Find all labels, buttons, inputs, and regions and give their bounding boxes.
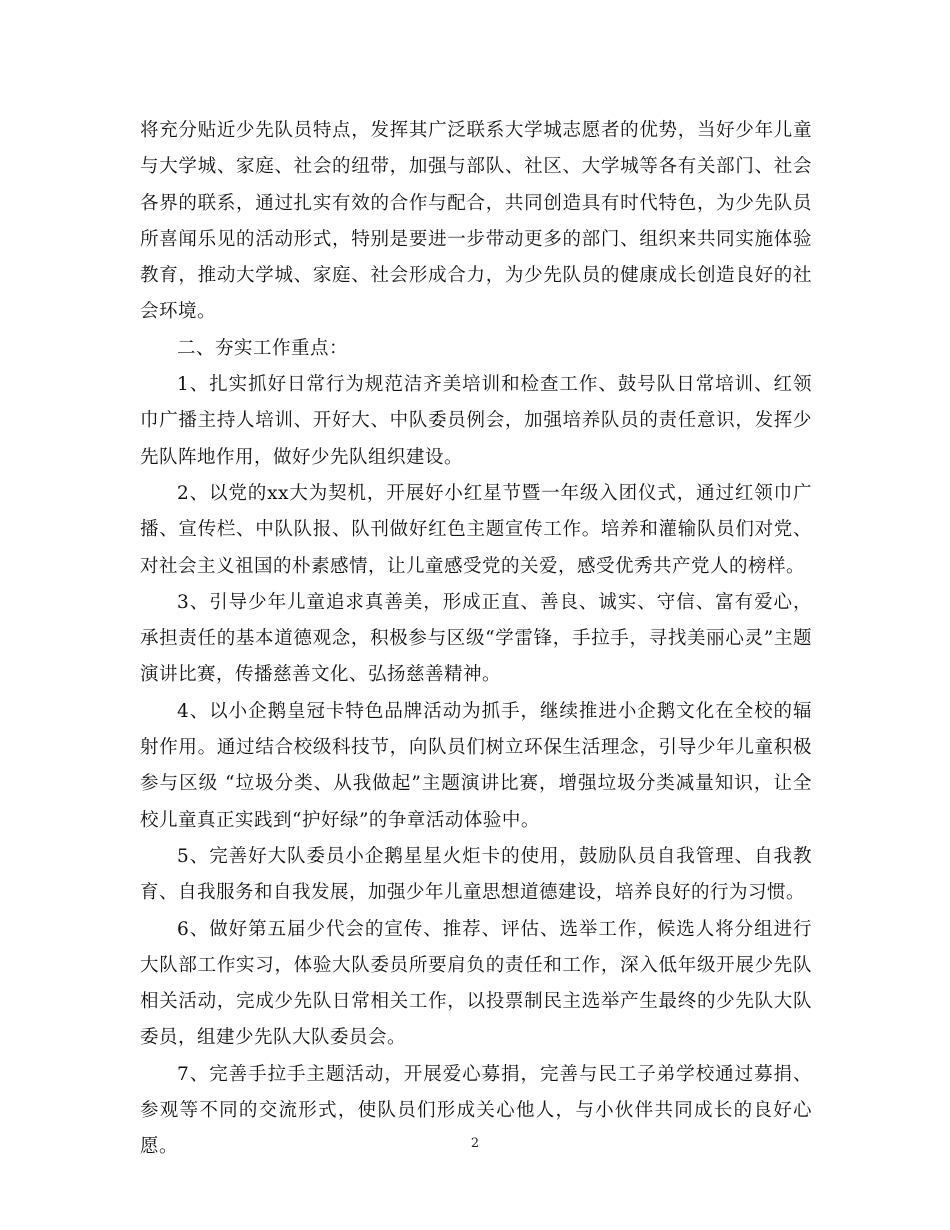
paragraph-item-1: 1、扎实抓好日常行为规范洁齐美培训和检查工作、鼓号队日常培训、红领巾广播主持人培训、开好大、中队委员例会，加强培养队员的责任意识，发挥少先队阵地作用，做好少先队组织建设。 [140, 374, 812, 468]
document-body [140, 113, 812, 1166]
paragraph-continuation: 将充分贴近少先队员特点，发挥其广泛联系大学城志愿者的优势，当好少年儿童与大学城、家庭、社会的纽带，加强与部队、社区、大学城等各有关部门、社会各界的联系，通过扎实有效的合作与配合，共同创造具有时代特色，为少先队员所喜闻乐见的活动形式，特别是要进一步带动更多的部门、组织来共同实施体验教育，推动大学城、家庭、社会形成合力，为少先队员的健康成长创造良好的社会环境。 [140, 120, 812, 323]
paragraph-item-2: 2、以党的xx大为契机，开展好小红星节暨一年级入团仪式，通过红领巾广播、宣传栏、中队队报、队刊做好红色主题宣传工作。培养和灌输队员们对党、对社会主义祖国的朴素感情，让儿童感受党的关爱，感受优秀共产党人的榜样。 [140, 482, 812, 577]
paragraph-item-7: 7、完善手拉手主题活动，开展爱心募捐，完善与民工子弟学校通过募捐、参观等不同的交流形式，使队员们形成关心他人，与小伙伴共同成长的良好心愿。 [140, 1063, 812, 1158]
section-heading-work-focus: 二、夯实工作重点： [177, 337, 349, 359]
paragraph-item-3: 3、引导少年儿童追求真善美，形成正直、善良、诚实、守信、富有爱心，承担责任的基本道德观念，积极参与区级“学雷锋，手拉手，寻找美丽心灵”主题演讲比赛，传播慈善文化、弘扬慈善精神。 [140, 591, 812, 686]
paragraph-item-5: 5、完善好大队委员小企鹅星星火炬卡的使用，鼓励队员自我管理、自我教育、自我服务和自我发展，加强少年儿童思想道德建设，培养良好的行为习惯。 [140, 845, 812, 904]
paragraph-item-4: 4、以小企鹅皇冠卡特色品牌活动为抓手，继续推进小企鹅文化在全校的辐射作用。通过结合校级科技节，向队员们树立环保生活理念，引导少年儿童积极参与区级 “垃圾分类、从我做起”主题演讲比赛，增强垃圾分类减量知识，让全校儿童真正实践到“护好绿”的争章活动体验中。 [140, 700, 812, 831]
paragraph-item-6: 6、做好第五届少代会的宣传、推荐、评估、选举工作，候选人将分组进行大队部工作实习，体验大队委员所要肩负的责任和工作，深入低年级开展少先队相关活动，完成少先队日常相关工作，以投票制民主选举产生最终的少先队大队委员，组建少先队大队委员会。 [140, 918, 812, 1049]
page-number: 2 [470, 1136, 480, 1151]
